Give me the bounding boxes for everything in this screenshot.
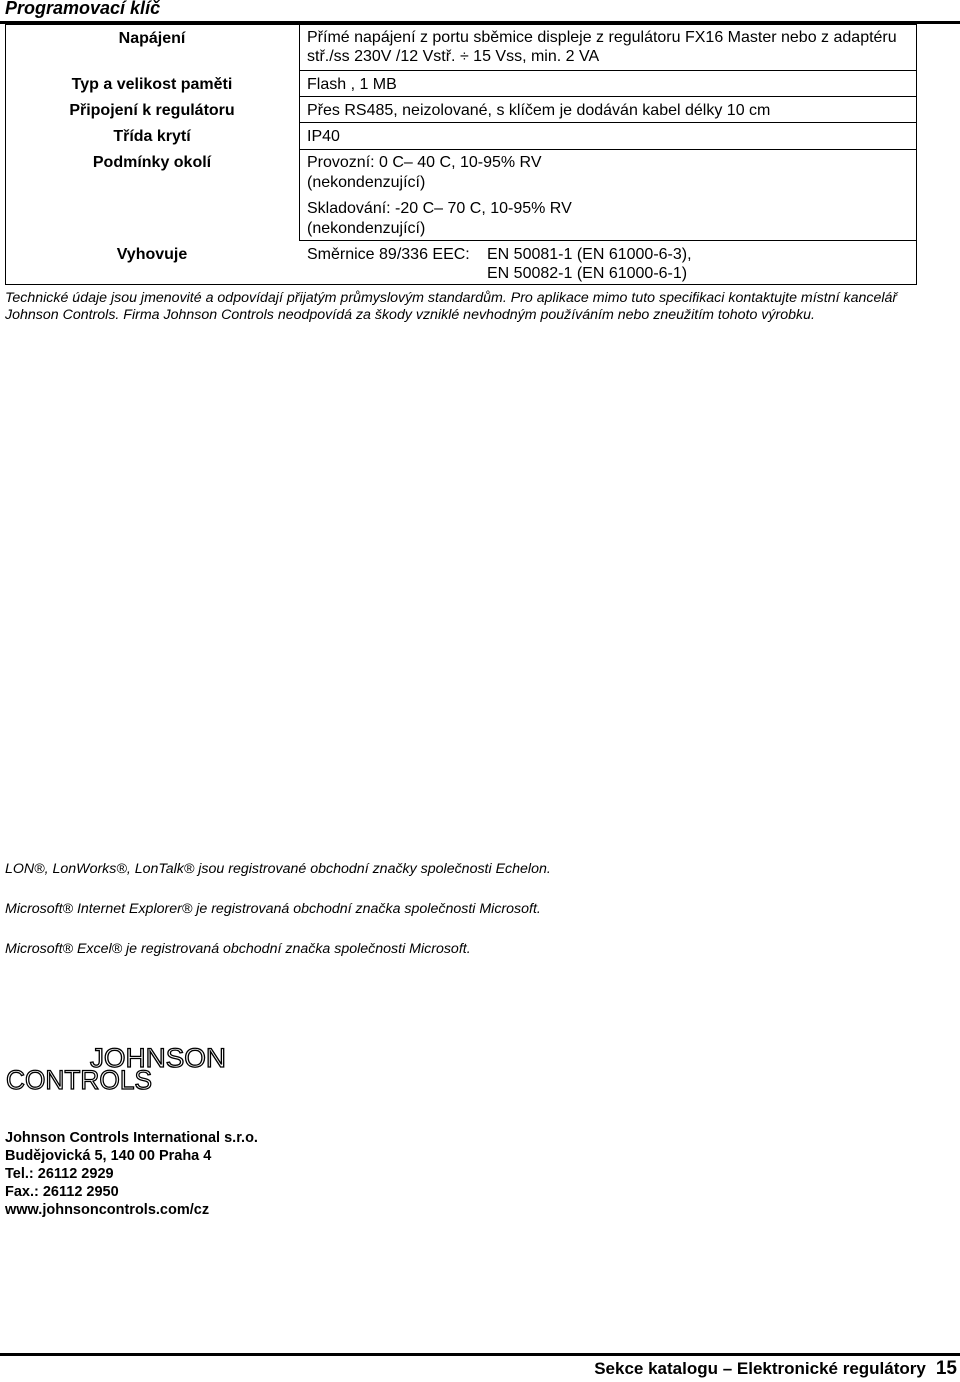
footer-section: Sekce katalogu – Elektronické regulátory [594, 1359, 926, 1378]
spec-value-environment-line2: (nekondenzující) [307, 174, 426, 191]
trademark-internet-explorer: Microsoft® Internet Explorer® je registrovaná obchodní značka společnosti Microsoft. [5, 901, 541, 917]
spec-value-compliance-standard1: EN 50081-1 (EN 61000-6-3), [487, 246, 692, 263]
spec-value-connection: Přes RS485, neizolované, s klíčem je dodáván kabel délky 10 cm [307, 102, 771, 119]
spec-value-environment-line3: Skladování: -20 C– 70 C, 10-95% RV [307, 200, 572, 217]
address-website[interactable]: www.johnsoncontrols.com/cz [5, 1202, 210, 1218]
spec-value-environment-line4: (nekondenzující) [307, 220, 426, 237]
spec-label-memory: Typ a velikost paměti [71, 76, 233, 93]
page-footer [594, 1358, 957, 1380]
spec-value-environment-line1: Provozní: 0 C– 40 C, 10-95% RV [307, 154, 542, 171]
spec-value-compliance-standard2: EN 50082-1 (EN 61000-6-1) [487, 265, 688, 282]
spec-label-power: Napájení [118, 30, 186, 47]
disclaimer-paragraph: Technické údaje jsou jmenovité a odpovídají přijatým průmyslovým standardům. Pro aplikace mimo tuto specifikaci kontaktujte místní kancelář Johnson Controls. Firma Johnson Controls neodpovídá za škody vzniklé nevhodným používáním nebo zneužitím tohoto výrobku. [5, 290, 898, 323]
spec-value-power-line2: stř./ss 230V /12 Vstř. ÷ 15 Vss, min. 2 VA [307, 48, 600, 65]
spec-label-protection: Třída krytí [113, 128, 191, 145]
spec-label-environment: Podmínky okolí [92, 154, 212, 171]
spec-value-compliance-directive: Směrnice 89/336 EEC: [307, 246, 470, 263]
logo-line1: JOHNSON [90, 1043, 226, 1073]
page-number: 15 [935, 1358, 957, 1379]
address-phone: Tel.: 26112 2929 [5, 1166, 114, 1182]
address-fax: Fax.: 26112 2950 [5, 1184, 119, 1200]
spec-value-memory: Flash , 1 MB [307, 76, 397, 93]
trademark-echelon: LON®, LonWorks®, LonTalk® jsou registrované obchodní značky společnosti Echelon. [5, 861, 551, 877]
document-title: Programovací klíč [5, 0, 161, 18]
row-divider [299, 149, 917, 150]
spec-value-protection: IP40 [307, 128, 340, 145]
spec-label-compliance: Vyhovuje [116, 246, 188, 263]
spec-label-connection: Připojení k regulátoru [69, 102, 235, 119]
trademark-excel: Microsoft® Excel® je registrovaná obchodní značka společnosti Microsoft. [5, 941, 471, 957]
row-divider [299, 70, 917, 71]
logo-line2: CONTROLS [6, 1065, 152, 1093]
row-divider [299, 122, 917, 123]
spec-value-power-line1: Přímé napájení z portu sběmice displeje z regulátoru FX16 Master nebo z adaptéru [307, 29, 897, 46]
row-divider [299, 96, 917, 97]
footer-divider [0, 1353, 960, 1356]
address-street: Budějovická 5, 140 00 Praha 4 [5, 1148, 212, 1164]
address-company: Johnson Controls International s.r.o. [5, 1130, 258, 1146]
johnson-controls-logo [6, 1043, 226, 1093]
